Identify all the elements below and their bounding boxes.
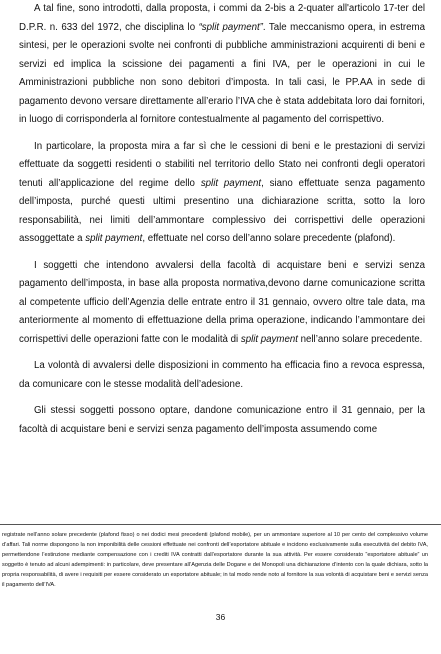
italic-term: split payment [85,233,143,244]
italic-term: split payment [200,177,262,189]
paragraph-option: Gli stessi soggetti possono optare, dandone comunicazione entro il 31 gennaio, per la facoltà di acquistare beni e servizi senza pagamento dell’imposta assumendo come [19,405,425,435]
footnote-separator [0,524,441,525]
paragraph-validity: La volontà di avvalersi delle disposizioni in commento ha efficacia fino a revoca espressa, da comunicare con le stesse modalità dell’adesione. [19,360,425,390]
body-text [19,0,425,439]
footnote [2,531,428,590]
page-number: 36 [215,612,226,622]
italic-term: split payment [240,333,298,345]
italic-term: “split payment” [198,21,263,33]
paragraph-communication: I soggetti che intendono avvalersi della facoltà di acquistare beni e servizi senza pagamento dell’imposta, in base alla proposta normativa,devono darne comunicazione scritta al competente ufficio dell’Agenzia delle entrate entro il 31 gennaio, ovvero oltre tale data, ma anteriormente al momento di effettuazione della prima operazione, indicando l’ammontare dei corrispettivi delle operazioni fatte con le modalità di split payment nell’anno solare precedente. [19,259,425,345]
paragraph-proposal-aim: In particolare, la proposta mira a far sì che le cessioni di beni e le prestazioni di servizi effettuate da soggetti residenti o stabiliti nel territorio dello Stato nei confronti degli operatori tenuti all’applicazione del regime dello split payment, siano effettuate senza pagamento dell’imposta, purché questi ultimi presentino una dichiarazione scritta, sotto la loro responsabilità, nei limiti dell’ammontare complessivo dei corrispettivi delle operazioni assoggettate a split payment, effettuate nel corso dell’anno solare precedente (plafond). [19,140,425,244]
footnote-text: registrate nell’anno solare precedente (plafond fisso) o nei dodici mesi precedenti (plafond mobile), per un ammontare superiore al 10 per cento del complessivo volume d’affari. Tali norme dispongono la non imponibilità delle cessioni effettuate nei confronti dell’esportatore abituale e incidono esclusivamente sulla esecutività del debito IVA, permettendone l’estinzione mediante compensazione con i crediti IVA contratti dall’esportatore durante la sua attività. Per essere considerato “esportatore abituale” un soggetto è tenuto ad alcuni adempimenti: in particolare, deve presentare all’Agenzia delle Dogane e dei Monopoli una dichiarazione d’intento con la quale dichiara, sotto la propria responsabilità, di avere i requisiti per essere considerato un esportatore abituale; in tal modo rende noto al fornitore la sua volontà di acquistare beni e servizi senza il pagamento dell’IVA. [2,532,428,588]
paragraph-split-payment-definition: A tal fine, sono introdotti, dalla proposta, i commi da 2-bis a 2-quater all'articolo 17-ter del D.P.R. n. 633 del 1972, che disciplina lo “split payment”. Tale meccanismo opera, in estrema sintesi, per le operazioni svolte nei confronti di pubbliche amministrazioni acquirenti di beni e servizi ed implica la scissione dei pagamenti a fini IVA, per le operazioni in cui le Amministrazioni pubbliche non sono debitori d’imposta. In tali casi, le PP.AA in sede di pagamento devono versare direttamente all’erario l’IVA che è stata addebitata loro dai fornitori, in luogo di corrisponderla al fornitore contestualmente al pagamento del corrispettivo. [19,3,425,125]
